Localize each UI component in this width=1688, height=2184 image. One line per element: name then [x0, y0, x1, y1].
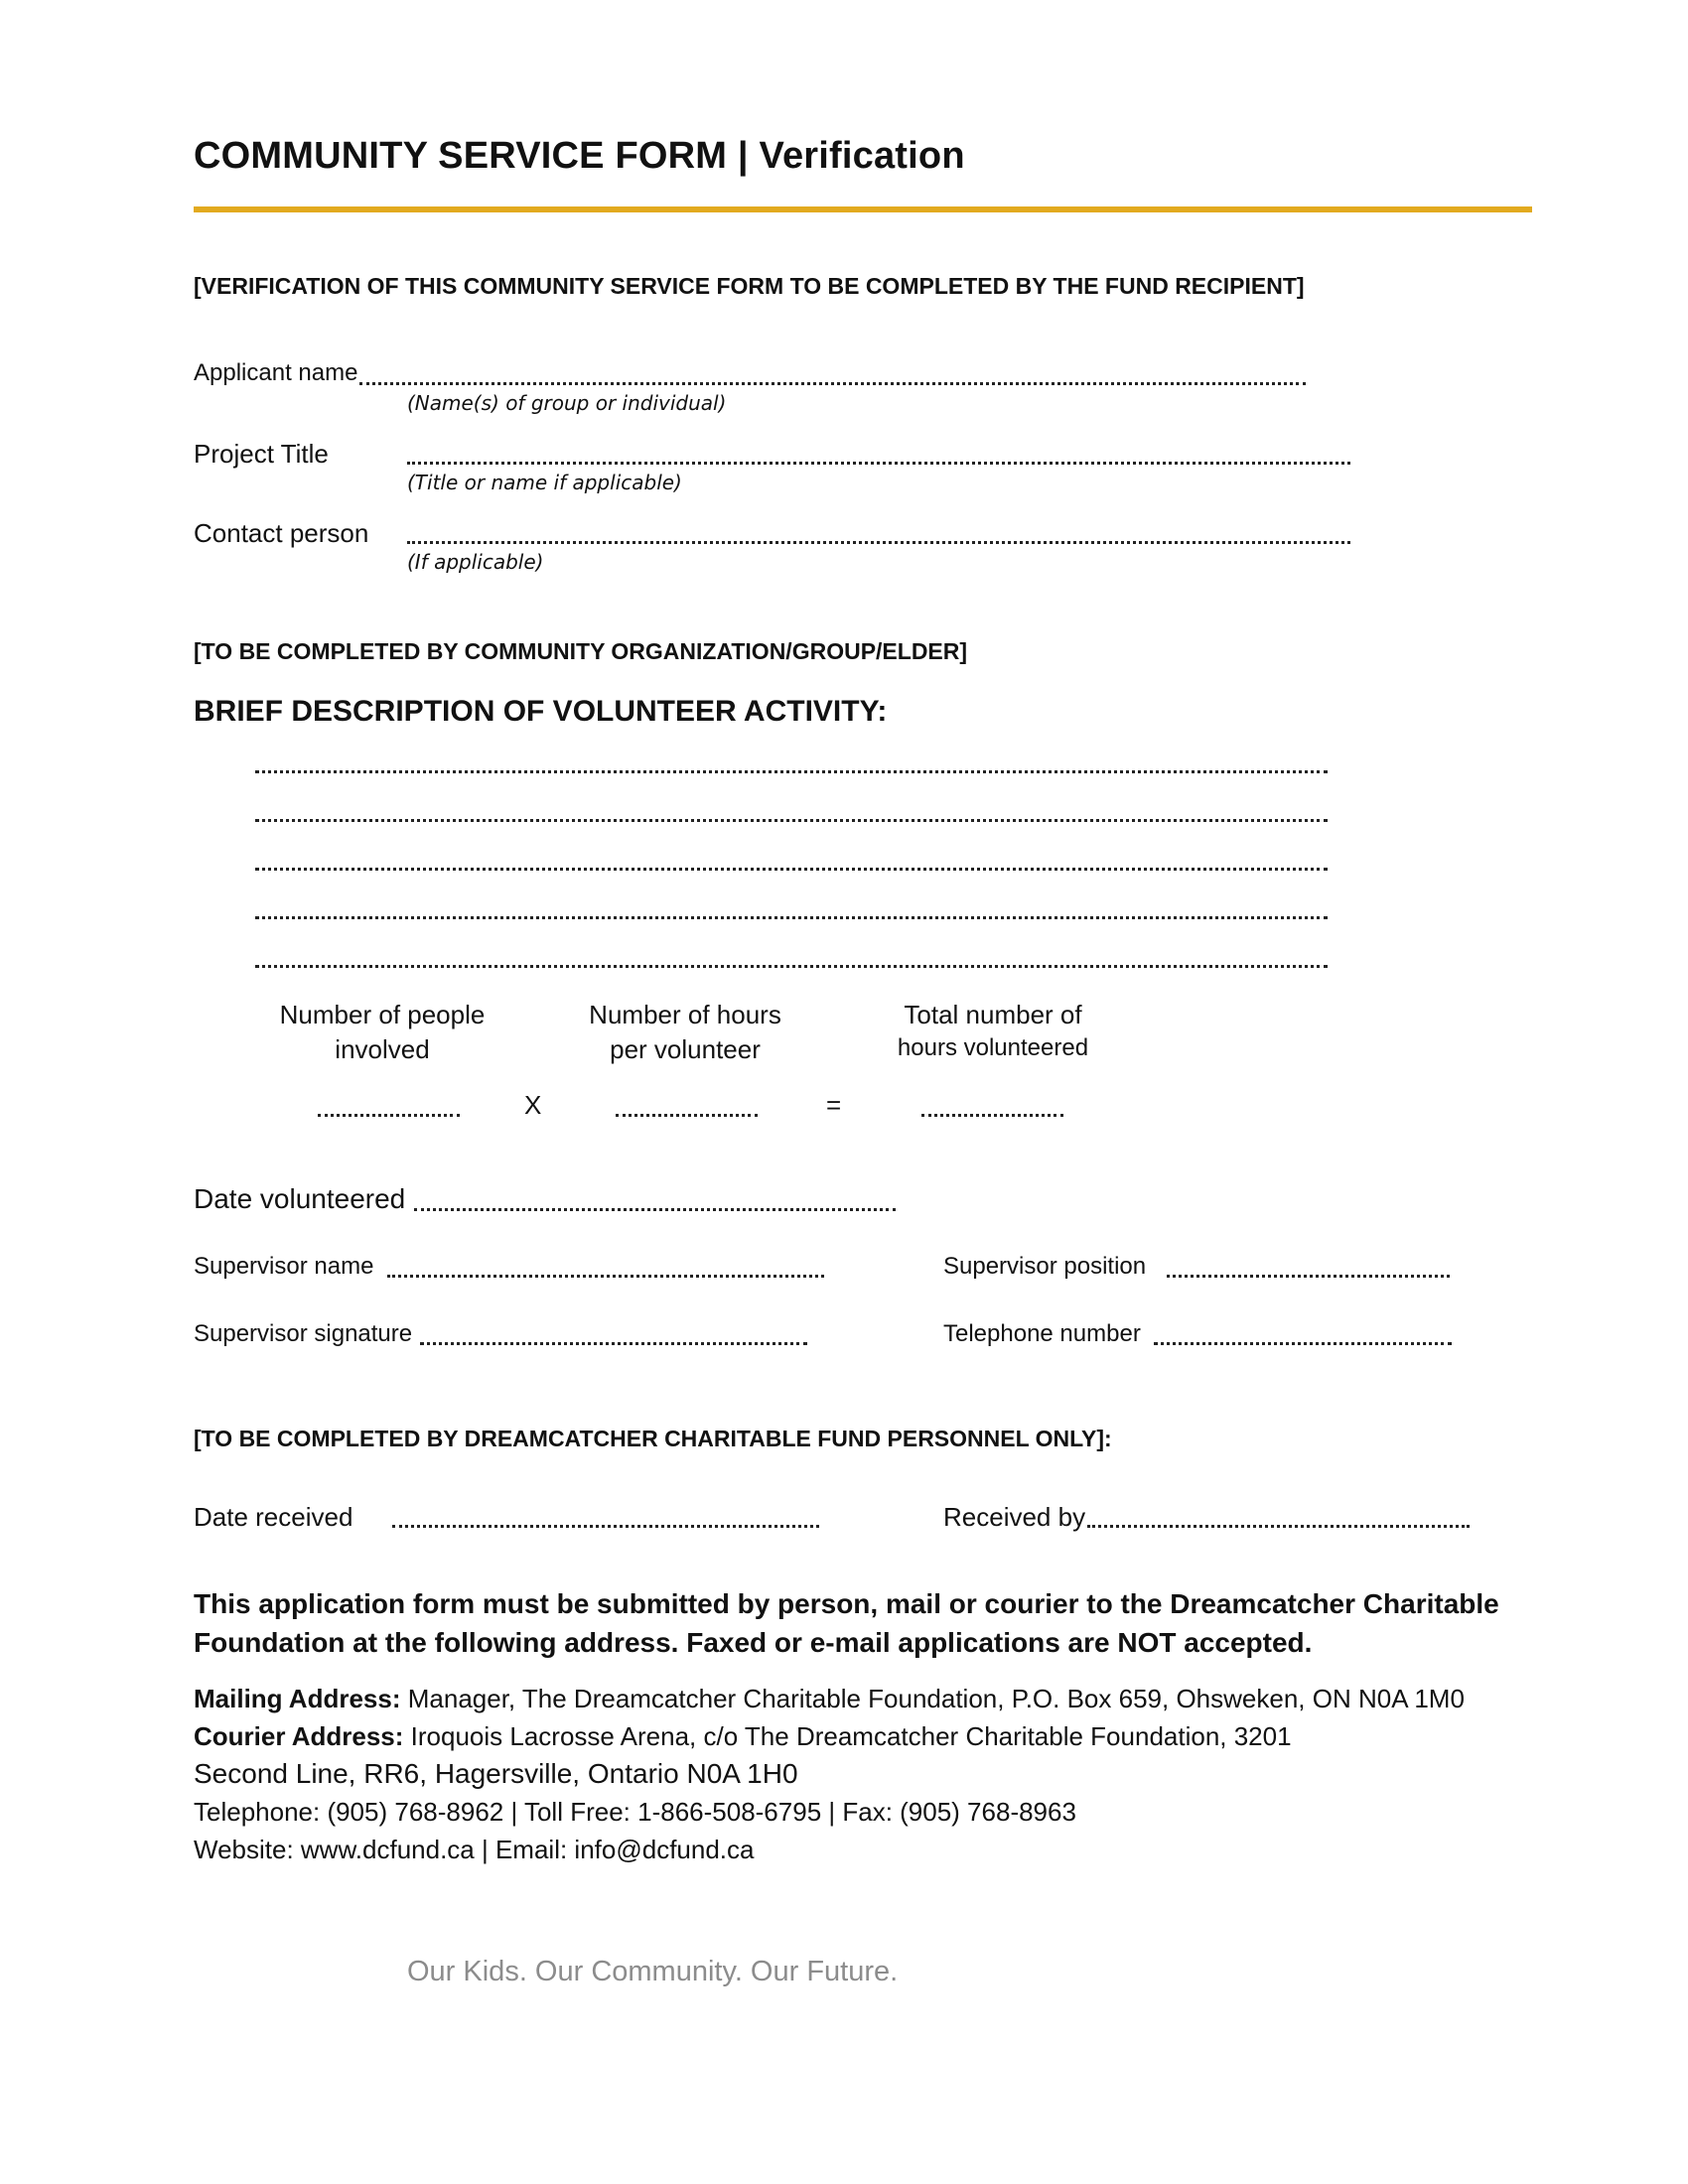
people-involved-field[interactable] — [318, 1114, 460, 1117]
activity-description-heading: BRIEF DESCRIPTION OF VOLUNTEER ACTIVITY: — [194, 695, 888, 728]
courier-address-value: Iroquois Lacrosse Arena, c/o The Dreamcatcher Charitable Foundation, 3201 — [403, 1721, 1292, 1751]
date-volunteered-field[interactable] — [414, 1208, 896, 1211]
project-title-label: Project Title — [194, 439, 329, 469]
description-line-5[interactable] — [255, 965, 1328, 968]
organization-section-heading: [TO BE COMPLETED BY COMMUNITY ORGANIZATION/GROUP/ELDER] — [194, 638, 968, 664]
total-hours-field[interactable] — [921, 1114, 1063, 1117]
equals-symbol: = — [826, 1090, 842, 1120]
description-line-2[interactable] — [255, 819, 1328, 822]
recipient-section-heading: [VERIFICATION OF THIS COMMUNITY SERVICE FORM TO BE COMPLETED BY THE FUND RECIPIENT] — [194, 273, 1305, 299]
total-label-line-1: Total number of — [904, 1000, 1082, 1029]
page-title: COMMUNITY SERVICE FORM | Verification — [194, 135, 965, 177]
description-line-3[interactable] — [255, 868, 1328, 871]
title-divider — [194, 206, 1532, 212]
applicant-name-hint: (Name(s) of group or individual) — [407, 391, 727, 415]
total-label-line-2: hours volunteered — [897, 1034, 1089, 1061]
supervisor-position-field[interactable] — [1167, 1275, 1450, 1278]
mailing-address-label: Mailing Address: — [194, 1684, 401, 1713]
supervisor-position-label: Supervisor position — [943, 1253, 1147, 1280]
contact-person-hint: (If applicable) — [407, 550, 544, 574]
courier-address-label: Courier Address: — [194, 1721, 404, 1751]
date-received-label: Date received — [194, 1502, 353, 1532]
mailing-address — [194, 1680, 1465, 1717]
project-title-field[interactable] — [407, 462, 1350, 465]
submission-notice-line-1: This application form must be submitted by person, mail or courier to the Dreamcatcher Charitable — [194, 1588, 1499, 1619]
contact-person-field[interactable] — [407, 541, 1350, 544]
telephone-number-label: Telephone number — [943, 1320, 1141, 1347]
hours-per-volunteer-label — [566, 1000, 804, 1065]
received-by-label: Received by — [943, 1502, 1086, 1532]
phone-numbers: Telephone: (905) 768-8962 | Toll Free: 1-866-508-6795 | Fax: (905) 768-8963 — [194, 1797, 1076, 1827]
people-label-line-2: involved — [335, 1034, 430, 1064]
telephone-number-field[interactable] — [1154, 1342, 1452, 1345]
supervisor-signature-label: Supervisor signature — [194, 1320, 413, 1347]
website-email: Website: www.dcfund.ca | Email: info@dcfund.ca — [194, 1835, 755, 1864]
received-by-field[interactable] — [1087, 1525, 1470, 1528]
contact-block — [194, 1680, 1465, 1868]
courier-address — [194, 1717, 1465, 1755]
submission-notice-line-2: Foundation at the following address. Faxed or e-mail applications are NOT accepted. — [194, 1627, 1313, 1658]
applicant-name-label: Applicant name — [194, 359, 358, 386]
footer-slogan: Our Kids. Our Community. Our Future. — [407, 1956, 899, 1987]
date-volunteered-label: Date volunteered — [194, 1183, 406, 1214]
contact-person-label: Contact person — [194, 518, 369, 548]
applicant-name-field[interactable] — [359, 382, 1306, 385]
personnel-section-heading: [TO BE COMPLETED BY DREAMCATCHER CHARITABLE FUND PERSONNEL ONLY]: — [194, 1426, 1112, 1451]
description-line-4[interactable] — [255, 916, 1328, 919]
hours-label-line-1: Number of hours — [589, 1000, 781, 1029]
hours-per-volunteer-field[interactable] — [616, 1114, 758, 1117]
people-involved-label — [263, 1000, 501, 1065]
people-label-line-1: Number of people — [279, 1000, 486, 1029]
supervisor-name-label: Supervisor name — [194, 1253, 374, 1280]
total-hours-label — [874, 1000, 1112, 1062]
supervisor-signature-field[interactable] — [420, 1342, 807, 1345]
date-received-field[interactable] — [392, 1525, 819, 1528]
mailing-address-value: Manager, The Dreamcatcher Charitable Foundation, P.O. Box 659, Ohsweken, ON N0A 1M0 — [400, 1684, 1465, 1713]
supervisor-name-field[interactable] — [387, 1275, 824, 1278]
description-line-1[interactable] — [255, 770, 1328, 773]
courier-address-line-2: Second Line, RR6, Hagersville, Ontario N0A 1H0 — [194, 1758, 798, 1789]
hours-label-line-2: per volunteer — [610, 1034, 761, 1064]
project-title-hint: (Title or name if applicable) — [407, 471, 682, 494]
submission-notice — [194, 1584, 1499, 1662]
multiply-symbol: X — [524, 1090, 542, 1120]
